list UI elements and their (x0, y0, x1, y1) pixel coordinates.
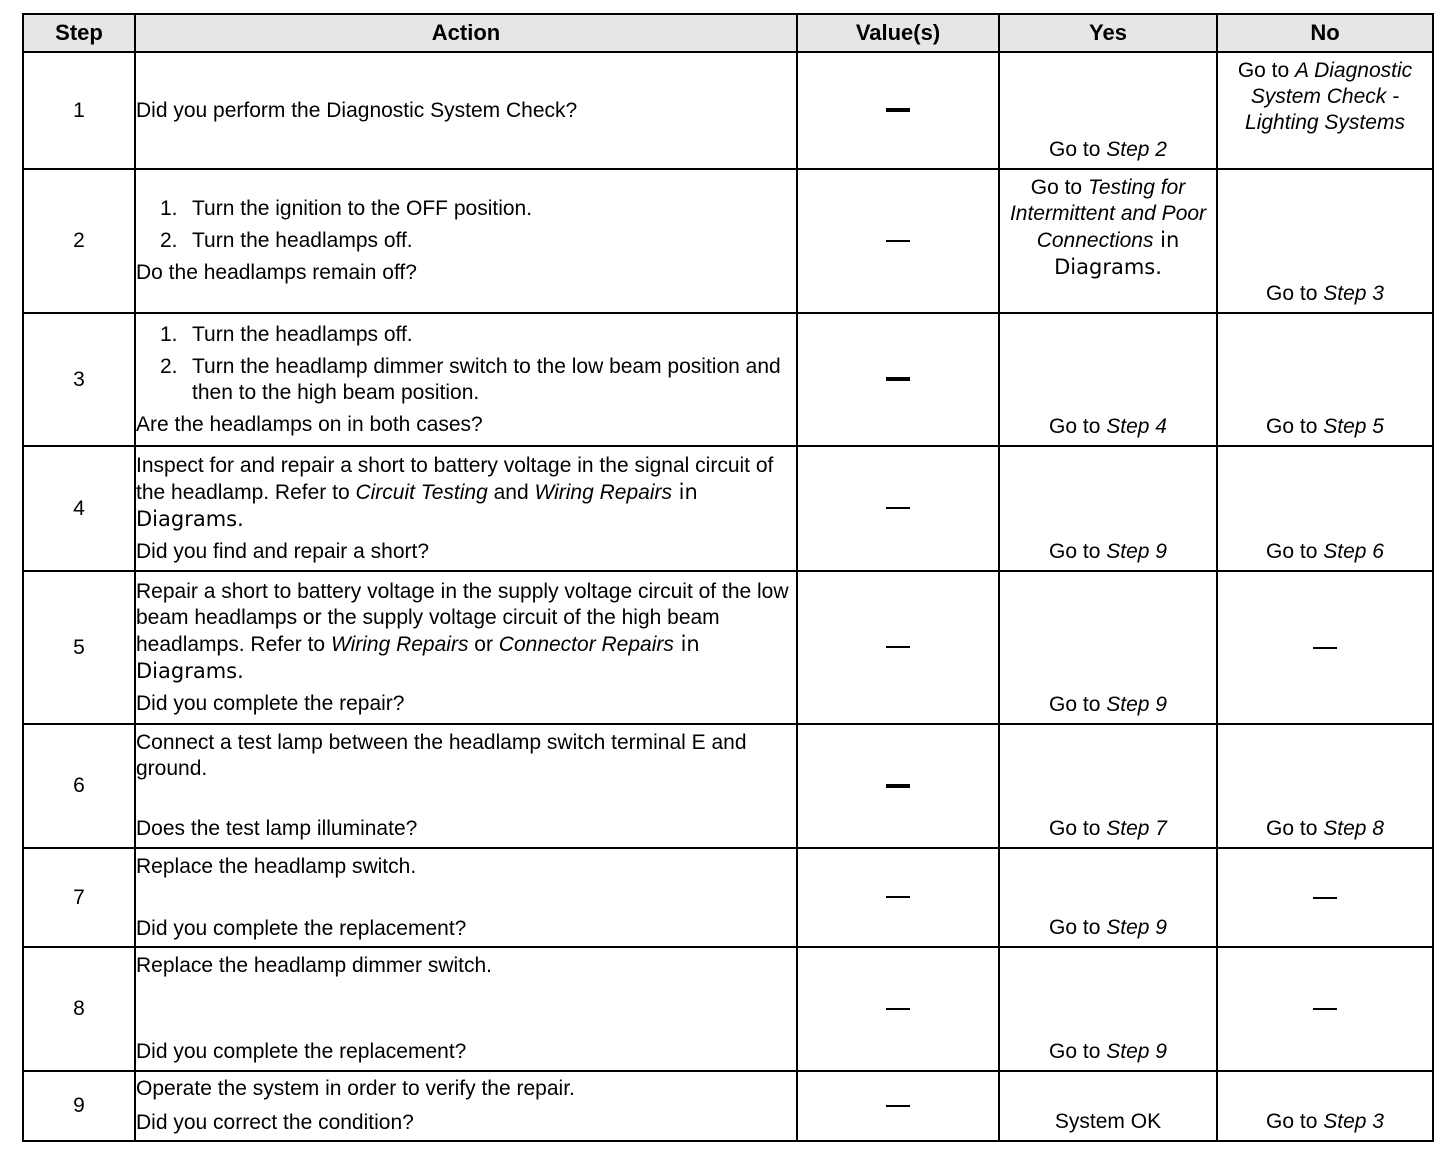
yes-result: Go to Step 9 (1049, 1040, 1167, 1063)
substep-list (136, 322, 796, 406)
step-number: 8 (23, 947, 135, 1071)
header-row (23, 14, 1433, 52)
yes-cell (999, 169, 1217, 313)
value-cell (797, 1071, 999, 1141)
value-cell (797, 52, 999, 169)
yes-result: Go to Step 9 (1049, 693, 1167, 716)
substep: 1. Turn the headlamps off. (160, 322, 413, 346)
value-cell (797, 313, 999, 446)
action-text: Replace the headlamp dimmer switch. (136, 954, 492, 977)
no-cell (1217, 446, 1433, 571)
table-row (23, 446, 1433, 571)
action-text: Repair a short to battery voltage in the supply voltage circuit of the low beam headlamps or the supply voltage circuit of the high beam headlamps. Refer to Wiring Repairs or Connector Repairs in Diagrams. (136, 579, 789, 683)
yes-cell (999, 571, 1217, 724)
question-text: Did you complete the replacement? (136, 916, 467, 940)
step-number: 3 (23, 313, 135, 446)
diagnostic-table (22, 13, 1434, 1142)
dash-mark (886, 377, 910, 381)
no-cell (1217, 724, 1433, 848)
table-row (23, 947, 1433, 1071)
table-row (23, 848, 1433, 947)
table-row (23, 169, 1433, 313)
value-cell (797, 169, 999, 313)
dash-mark (886, 1008, 910, 1010)
value-cell (797, 571, 999, 724)
no-cell (1217, 52, 1433, 169)
action-text: Operate the system in order to verify the repair. (136, 1077, 575, 1100)
question-text: Did you complete the repair? (136, 691, 405, 715)
step-number: 5 (23, 571, 135, 724)
action-text: Replace the headlamp switch. (136, 854, 417, 878)
yes-result: System OK (1054, 1110, 1162, 1133)
action-cell (135, 1071, 797, 1141)
no-cell (1217, 571, 1433, 724)
action-cell (135, 947, 797, 1071)
yes-cell (999, 724, 1217, 848)
yes-result: Go to Step 9 (1049, 916, 1167, 939)
question-text: Did you correct the condition? (136, 1111, 414, 1134)
no-cell (1217, 947, 1433, 1071)
substep-list (136, 196, 796, 254)
step-number: 4 (23, 446, 135, 571)
yes-cell (999, 947, 1217, 1071)
value-cell (797, 724, 999, 848)
action-cell (135, 446, 797, 571)
dash-mark (886, 1105, 910, 1107)
action-cell (135, 52, 797, 169)
action-cell (135, 724, 797, 848)
dash-mark (886, 108, 910, 112)
step-number: 7 (23, 848, 135, 947)
no-cell (1217, 313, 1433, 446)
yes-result: Go to Step 9 (1049, 540, 1167, 563)
header-no: No (1217, 14, 1433, 52)
dash-mark (886, 646, 910, 648)
step-number: 2 (23, 169, 135, 313)
table-row (23, 313, 1433, 446)
question-text: Are the headlamps on in both cases? (136, 412, 483, 436)
dash-mark (1313, 647, 1337, 649)
table-row (23, 52, 1433, 169)
yes-result: Go to Step 7 (1049, 817, 1167, 840)
action-cell (135, 313, 797, 446)
substep: 2. Turn the headlamp dimmer switch to the low beam position and then to the high beam position. (160, 354, 781, 404)
action-cell (135, 169, 797, 313)
no-result: Go to Step 3 (1266, 1110, 1384, 1133)
no-result: Go to Step 6 (1266, 540, 1384, 563)
yes-cell (999, 52, 1217, 169)
yes-cell (999, 1071, 1217, 1141)
no-result: Go to Step 3 (1266, 282, 1384, 305)
question-text: Did you complete the replacement? (136, 1040, 467, 1063)
dash-mark (1313, 897, 1337, 899)
table-row (23, 571, 1433, 724)
value-cell (797, 446, 999, 571)
action-text: Did you perform the Diagnostic System Check? (136, 98, 578, 122)
substep: 2. Turn the headlamps off. (160, 229, 413, 252)
dash-mark (1313, 1008, 1337, 1010)
action-text: Inspect for and repair a short to battery voltage in the signal circuit of the headlamp. Refer to Circuit Testing and Wiring Repairs in Diagrams. (136, 453, 774, 531)
header-action: Action (135, 14, 797, 52)
value-cell (797, 848, 999, 947)
dash-mark (886, 240, 910, 242)
no-result: Go to Step 5 (1266, 415, 1384, 438)
substep: 1. Turn the ignition to the OFF position. (160, 197, 533, 220)
step-number: 6 (23, 724, 135, 848)
action-cell (135, 848, 797, 947)
table-row (23, 724, 1433, 848)
question-text: Did you find and repair a short? (136, 539, 430, 563)
action-text: Connect a test lamp between the headlamp switch terminal E and ground. (136, 731, 747, 780)
no-cell (1217, 848, 1433, 947)
action-cell (135, 571, 797, 724)
yes-result: Go to Testing for Intermittent and Poor Connections in Diagrams. (1009, 176, 1207, 279)
table-row (23, 1071, 1433, 1141)
step-number: 9 (23, 1071, 135, 1141)
yes-result: Go to Step 2 (1049, 138, 1167, 161)
dash-mark (886, 896, 910, 898)
header-values: Value(s) (797, 14, 999, 52)
step-number: 1 (23, 52, 135, 169)
no-result: Go to A Diagnostic System Check - Lighting Systems (1237, 59, 1413, 134)
yes-result: Go to Step 4 (1049, 415, 1167, 438)
header-step: Step (23, 14, 135, 52)
no-result: Go to Step 8 (1266, 817, 1384, 840)
yes-cell (999, 446, 1217, 571)
question-text: Does the test lamp illuminate? (136, 817, 418, 840)
question-text: Do the headlamps remain off? (136, 261, 417, 284)
dash-mark (886, 507, 910, 509)
yes-cell (999, 848, 1217, 947)
yes-cell (999, 313, 1217, 446)
dash-mark (886, 784, 910, 788)
no-cell (1217, 1071, 1433, 1141)
no-cell (1217, 169, 1433, 313)
value-cell (797, 947, 999, 1071)
header-yes: Yes (999, 14, 1217, 52)
